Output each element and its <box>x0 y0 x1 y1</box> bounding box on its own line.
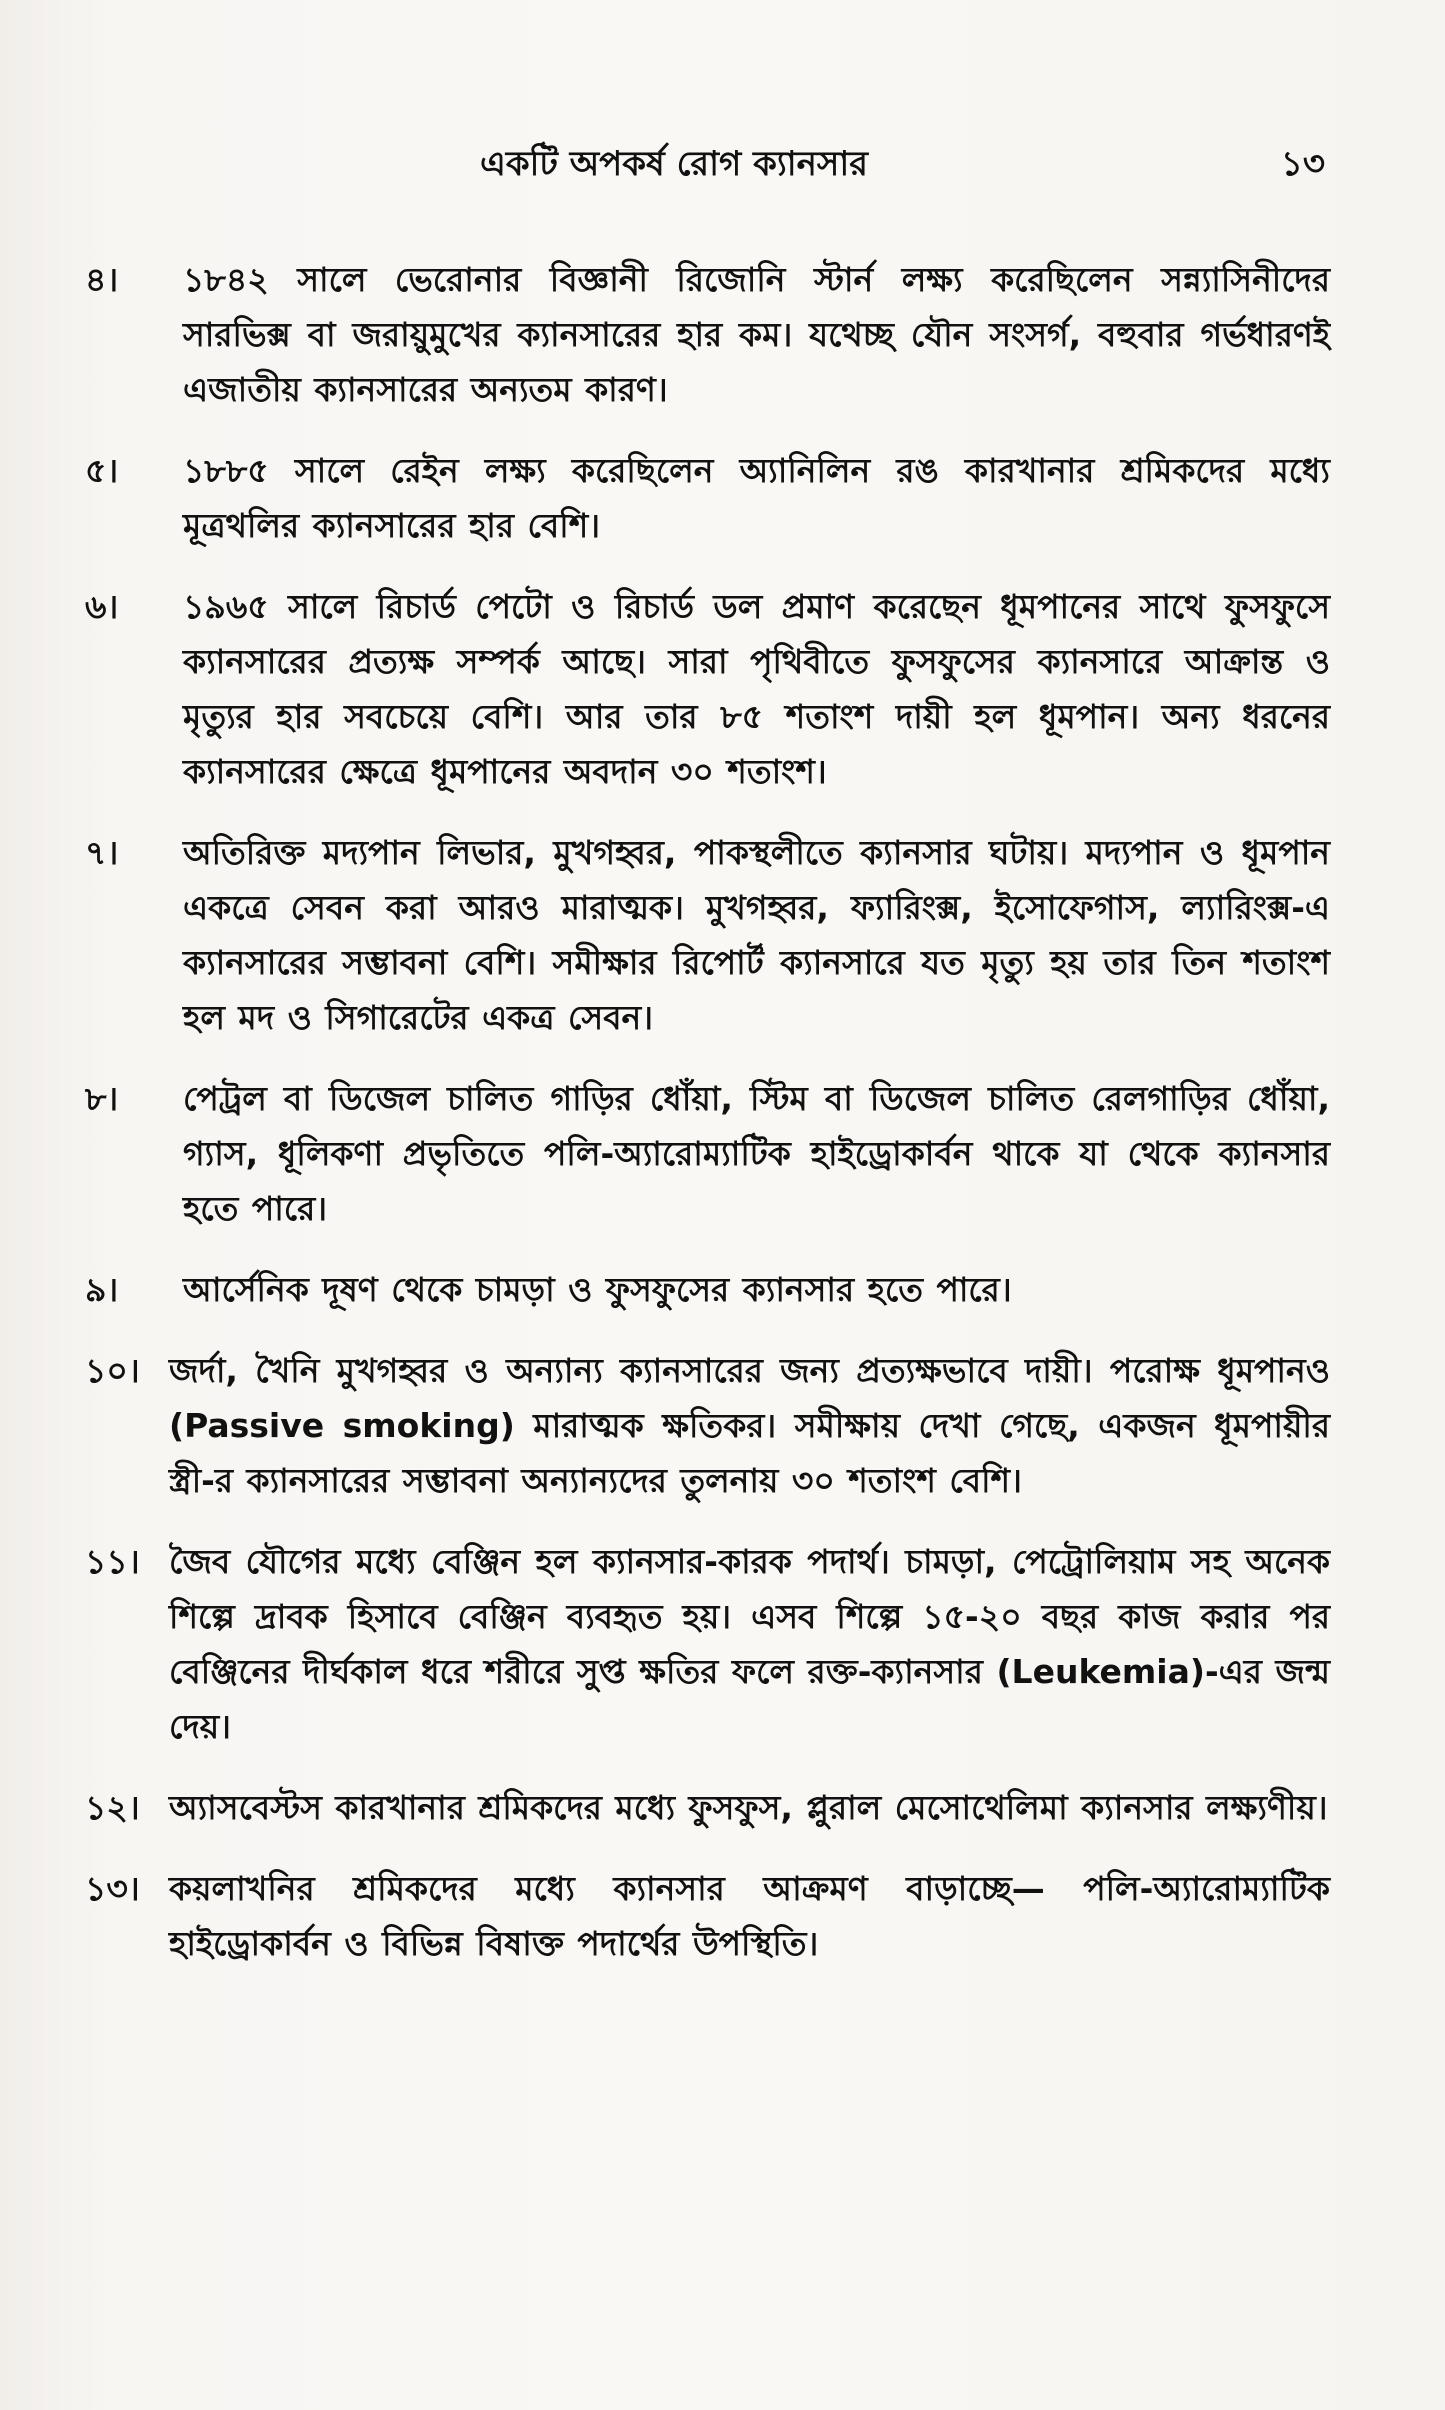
list-item <box>85 579 1330 799</box>
item-number: ৮। <box>85 1079 119 1118</box>
list-item <box>85 1534 1330 1754</box>
list-item <box>85 1262 1330 1317</box>
numbered-list <box>85 252 1330 1997</box>
page-number: ১৩ <box>1280 144 1325 184</box>
page-header <box>0 138 1445 188</box>
item-text: অতিরিক্ত মদ্যপান লিভার, মুখগহ্বর, পাকস্থলীতে ক্যানসার ঘটায়। মদ্যপান ও ধূমপান একত্রে সেবন করা আরও মারাত্মক। মুখগহ্বর, ফ্যারিংক্স, ইসোফেগাস, ল্যারিংক্স-এ ক্যানসারের সম্ভাবনা বেশি। সমীক্ষার রিপোর্ট ক্যানসারে যত মৃত্যু হয় তার তিন শতাংশ হল মদ ও সিগারেটের একত্র সেবন। <box>183 833 1330 1037</box>
list-item <box>85 252 1330 417</box>
list-item <box>85 1861 1330 1971</box>
item-number: ৪। <box>85 260 119 299</box>
item-number: ১০। <box>85 1351 140 1390</box>
item-text: ১৯৬৫ সালে রিচার্ড পেটো ও রিচার্ড ডল প্রমাণ করেছেন ধূমপানের সাথে ফুসফুসে ক্যানসারের প্রত্যক্ষ সম্পর্ক আছে। সারা পৃথিবীতে ফুসফুসের ক্যানসারে আক্রান্ত ও মৃত্যুর হার সবচেয়ে বেশি। আর তার ৮৫ শতাংশ দায়ী হল ধূমপান। অন্য ধরনের ক্যানসারের ক্ষেত্রে ধূমপানের অবদান ৩০ শতাংশ। <box>183 587 1330 791</box>
list-item <box>85 1780 1330 1835</box>
item-number: ৫। <box>85 451 119 490</box>
list-item <box>85 825 1330 1045</box>
list-item <box>85 443 1330 553</box>
item-text: ১৮৪২ সালে ভেরোনার বিজ্ঞানী রিজোনি স্টার্ন লক্ষ্য করেছিলেন সন্ন্যাসিনীদের সারভিক্স বা জরায়ুমুখের ক্যানসারের হার কম। যথেচ্ছ যৌন সংসর্গ, বহুবার গর্ভধারণই এজাতীয় ক্যানসারের অন্যতম কারণ। <box>183 260 1330 409</box>
item-number: ১৩। <box>85 1869 140 1908</box>
item-text: জর্দা, খৈনি মুখগহ্বর ও অন্যান্য ক্যানসারের জন্য প্রত্যক্ষভাবে দায়ী। পরোক্ষ ধূমপানও (Passive smoking) মারাত্মক ক্ষতিকর। সমীক্ষায় দেখা গেছে, একজন ধূমপায়ীর স্ত্রী-র ক্যানসারের সম্ভাবনা অন্যান্যদের তুলনায় ৩০ শতাংশ বেশি। <box>169 1351 1330 1500</box>
item-text: পেট্রল বা ডিজেল চালিত গাড়ির ধোঁয়া, স্টিম বা ডিজেল চালিত রেলগাড়ির ধোঁয়া, গ্যাস, ধূলিকণা প্রভৃতিতে পলি-অ্যারোম্যাটিক হাইড্রোকার্বন থাকে যা থেকে ক্যানসার হতে পারে। <box>183 1079 1330 1228</box>
item-text: অ্যাসবেস্টস কারখানার শ্রমিকদের মধ্যে ফুসফুস, প্লুরাল মেসোথেলিমা ক্যানসার লক্ষ্যণীয়। <box>169 1788 1328 1827</box>
item-number: ৭। <box>85 833 119 872</box>
running-title: একটি অপকর্ষ রোগ ক্যানসার <box>480 144 868 184</box>
item-number: ১২। <box>85 1788 140 1827</box>
item-text: কয়লাখনির শ্রমিকদের মধ্যে ক্যানসার আক্রমণ বাড়াচ্ছে— পলি-অ্যারোম্যাটিক হাইড্রোকার্বন ও বিভিন্ন বিষাক্ত পদার্থের উপস্থিতি। <box>169 1869 1330 1963</box>
list-item <box>85 1343 1330 1508</box>
item-text: আর্সেনিক দূষণ থেকে চামড়া ও ফুসফুসের ক্যানসার হতে পারে। <box>183 1270 1012 1309</box>
item-number: ১১। <box>85 1542 140 1581</box>
item-number: ৬। <box>85 587 119 626</box>
item-number: ৯। <box>85 1270 119 1309</box>
item-text: ১৮৮৫ সালে রেইন লক্ষ্য করেছিলেন অ্যানিলিন রঙ কারখানার শ্রমিকদের মধ্যে মূত্রথলির ক্যানসারের হার বেশি। <box>183 451 1330 545</box>
list-item <box>85 1071 1330 1236</box>
item-text: জৈব যৌগের মধ্যে বেঞ্জিন হল ক্যানসার-কারক পদার্থ। চামড়া, পেট্রোলিয়াম সহ অনেক শিল্পে দ্রাবক হিসাবে বেঞ্জিন ব্যবহৃত হয়। এসব শিল্পে ১৫-২০ বছর কাজ করার পর বেঞ্জিনের দীর্ঘকাল ধরে শরীরে সুপ্ত ক্ষতির ফলে রক্ত-ক্যানসার (Leukemia)-এর জন্ম দেয়। <box>169 1542 1330 1746</box>
